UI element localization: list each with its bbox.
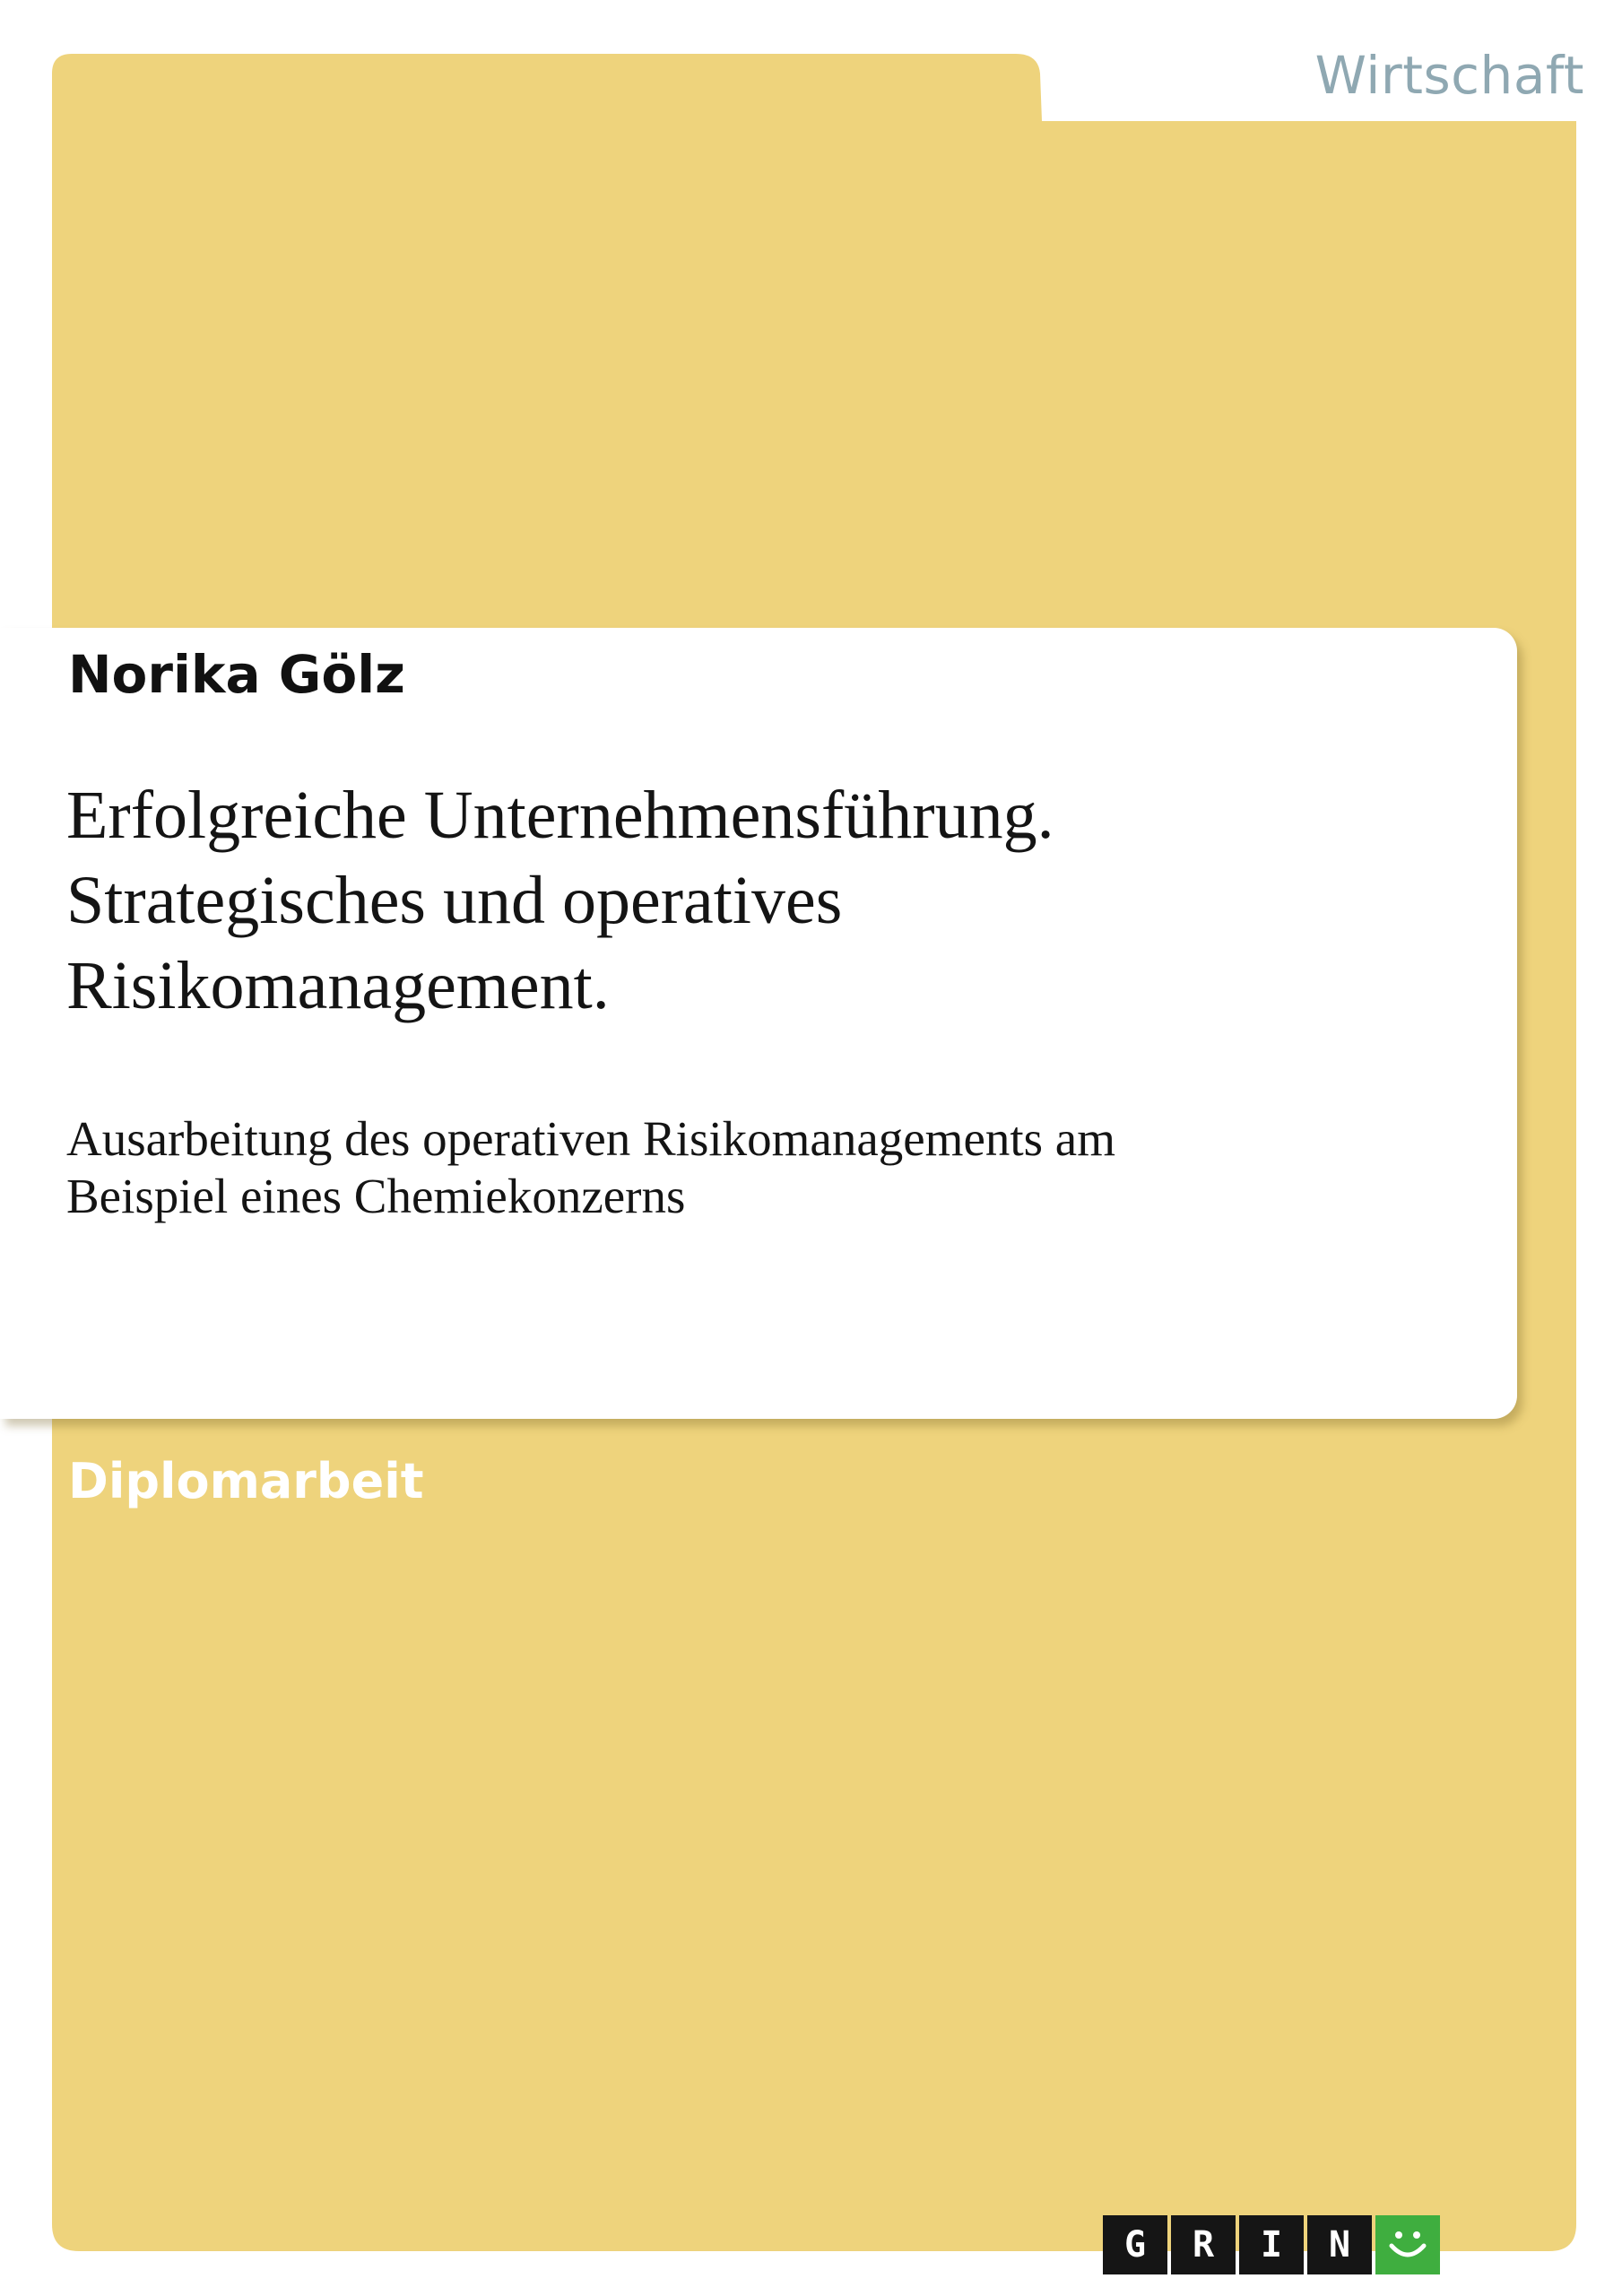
logo-letter: G — [1103, 2215, 1167, 2274]
logo-letter: N — [1307, 2215, 1372, 2274]
logo-letter: R — [1171, 2215, 1236, 2274]
title-line: Erfolgreiche Unternehmensführung. — [66, 778, 1054, 853]
category-label: Wirtschaft — [1314, 45, 1584, 106]
smiley-icon — [1375, 2215, 1440, 2274]
book-title — [66, 773, 1465, 1029]
subtitle-line: Beispiel eines Chemiekonzerns — [66, 1169, 686, 1223]
document-type-label: Diplomarbeit — [68, 1453, 424, 1509]
author-name: Norika Gölz — [68, 644, 405, 705]
title-line: Strategisches und operatives — [66, 863, 843, 938]
subtitle-line: Ausarbeitung des operativen Risikomanagements am — [66, 1111, 1115, 1166]
book-subtitle — [66, 1110, 1465, 1225]
logo-letter: I — [1239, 2215, 1304, 2274]
title-line: Risikomanagement. — [66, 948, 610, 1023]
publisher-logo — [1103, 2215, 1440, 2274]
